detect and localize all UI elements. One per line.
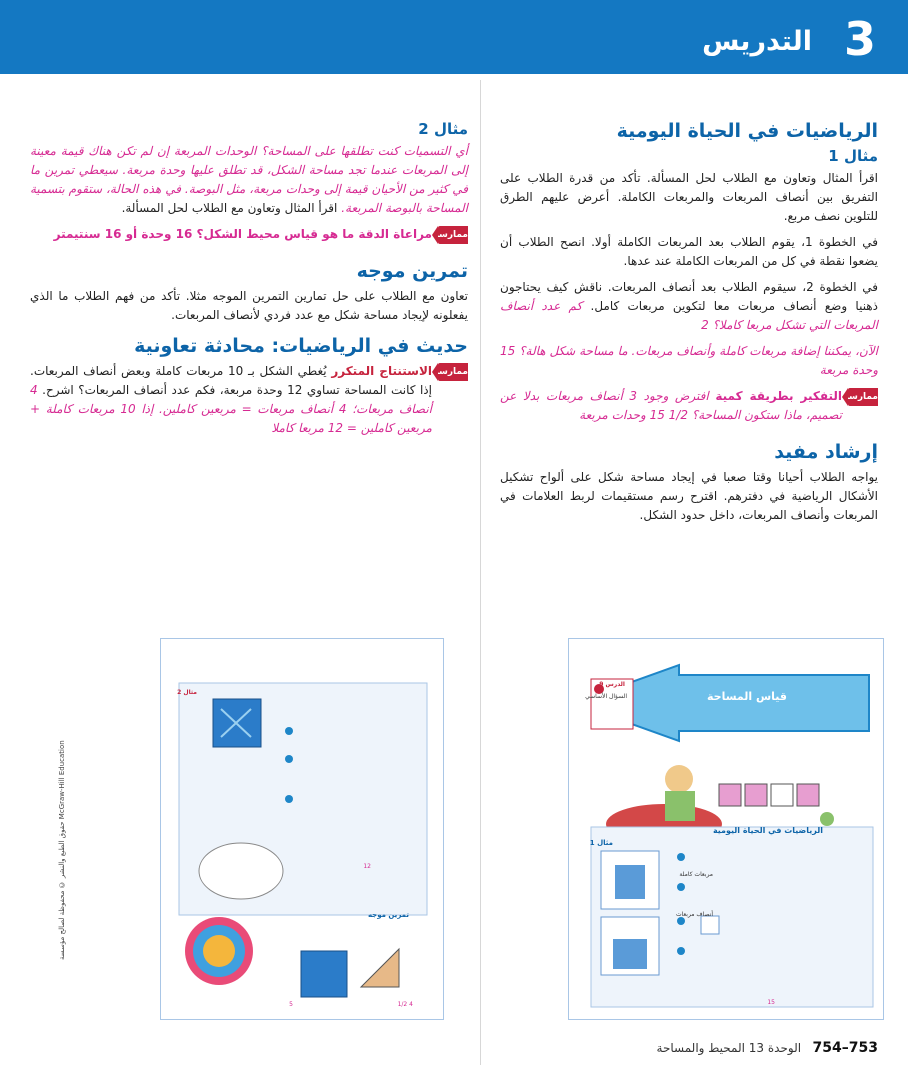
thumb-guided: تمرين موجه bbox=[367, 911, 409, 919]
chapter-header bbox=[0, 0, 908, 74]
paragraph: اقرأ المثال وتعاون مع الطلاب لحل المسألة. تأكد من قدرة الطلاب على التفريق بين أنصاف المربعات والمربعات الكاملة. أعرض عليهم الطرق للتلوين نصف مربع. bbox=[500, 171, 878, 223]
column-divider bbox=[480, 80, 481, 1065]
question-text: أي التسميات كنت تطلقها على المساحة؟ الوحدات المربعة إن لم تكن هناك قيمة معينة إلى المربعات عندما تجد مساحة الشكل، قد تطلق عليها وحدة مربعة. سيعطي تمرين ما في كثير من الأحيان قيمة إلى وحدات مربعة، مثل البوصة. في هذه الحالة، ستقوم بتسمية المساحة بالبوصة المربعة. bbox=[30, 144, 468, 215]
question-text: الآن، يمكننا إضافة مربعات كاملة وأنصاف مربعات. ما مساحة شكل هالة؟ 15 وحدة مربعة bbox=[500, 344, 878, 377]
answer-text: 4 أنصاف مربعات؛ 4 أنصاف مربعات = مربعين كاملين. إذا 10 مربعات كاملة + مربعين كاملين = 12 مربعا كاملا bbox=[30, 383, 432, 435]
thumb-example: مثال 1 bbox=[589, 839, 613, 847]
section-title-guided: تمرين موجه bbox=[356, 260, 468, 282]
question-text: كم عدد أنصاف المربعات التي تشكل مربعا كاملا؟ 2 bbox=[500, 299, 878, 332]
essential-question: السؤال الأساسي bbox=[585, 693, 627, 700]
student-page-thumbnail-left bbox=[160, 638, 444, 1020]
student-page-thumbnail-right bbox=[568, 638, 884, 1020]
practice-label: الاستنتاج المتكرر bbox=[331, 364, 432, 378]
left-column bbox=[30, 120, 468, 445]
practice-note bbox=[30, 362, 468, 438]
thumb-section-title: الرياضيات في الحياة اليومية bbox=[712, 826, 823, 835]
practice-text: مراعاة الدقة ما هو قياس محيط الشكل؟ 16 وحدة أو 16 سنتيمتر bbox=[53, 227, 432, 241]
lesson-title: قياس المساحة bbox=[706, 690, 787, 703]
thumb-answer: 15 bbox=[767, 999, 775, 1006]
practice-note bbox=[500, 387, 878, 425]
thumb-answer: 12 bbox=[363, 863, 371, 870]
practice-text: يُغطي الشكل بـ 10 مربعات كاملة وبعض أنصاف المربعات. إذا كانت المساحة تساوي 12 وحدة مربعة، فكم عدد أنصاف المربعات؟ اشرح. bbox=[30, 364, 432, 397]
right-column bbox=[500, 120, 878, 532]
example1-title: مثال 1 bbox=[828, 147, 878, 165]
practice-text: افترض وجود 3 أنصاف مربعات بدلا عن تصميم، ماذا ستكون المساحة؟ 1/2 15 وحدات مربعة bbox=[500, 389, 842, 422]
practice-tag: ممارسة bbox=[438, 363, 468, 381]
section-title-math-talk: حديث في الرياضيات: محادثة تعاونية bbox=[134, 335, 468, 357]
example2-title: مثال 2 bbox=[418, 120, 468, 138]
unit-label: الوحدة 13 المحيط والمساحة bbox=[656, 1041, 802, 1055]
thumb-row-label: مربعات كاملة bbox=[679, 871, 713, 878]
section-title-math-life: الرياضيات في الحياة اليومية bbox=[616, 120, 878, 142]
paragraph: يواجه الطلاب أحيانا وقتا صعبا في إيجاد مساحة شكل على ألواح تشكيل الأشكال الرياضية في دفترهم. اقترح رسم مستقيمات لربط العلامات في المربعات وأنصاف المربعات، داخل حدود الشكل. bbox=[500, 470, 878, 522]
paragraph: في الخطوة 1، يقوم الطلاب بعد المربعات الكاملة أولا. انصح الطلاب أن يضعوا نقطة في كل من المربعات الكاملة عند عدها. bbox=[500, 235, 878, 268]
thumb-row-label: أنصاف مربعات bbox=[675, 911, 713, 918]
chapter-title: التدريس bbox=[702, 26, 812, 57]
thumbnail-drawing bbox=[161, 639, 445, 1021]
practice-note bbox=[30, 225, 468, 244]
lesson-number: الدرس 9 bbox=[599, 681, 625, 688]
thumb-answer: 5 bbox=[289, 1001, 293, 1008]
practice-label: التفكير بطريقة كمية bbox=[715, 389, 842, 403]
paragraph-text: اقرأ المثال وتعاون مع الطلاب لحل المسألة. bbox=[121, 201, 338, 215]
paragraph bbox=[30, 142, 468, 218]
page-numbers: 753–754 bbox=[812, 1040, 878, 1056]
paragraph-text: في الخطوة 2، سيقوم الطلاب بعد أنصاف المربعات. ناقش كيف يحتاجون ذهنيا وضع أنصاف مربعات معا لتكوين مربعات كامل. bbox=[500, 280, 878, 313]
paragraph: تعاون مع الطلاب على حل تمارين التمرين الموجه مثلا. تأكد من فهم الطلاب ما الذي يفعلونه لإيجاد مساحة شكل مع عدد فردي لأنصاف المربعات. bbox=[30, 289, 468, 322]
copyright-credit: حقوق الطبع والنشر © محفوظة لصالح مؤسسة McGraw-Hill Education bbox=[58, 740, 66, 960]
thumb-example: مثال 2 bbox=[177, 689, 197, 696]
paragraph bbox=[500, 278, 878, 335]
chapter-number: 3 bbox=[843, 12, 876, 66]
section-title-tip: إرشاد مفيد bbox=[774, 441, 878, 463]
thumb-answer: 4 1/2 bbox=[397, 1001, 413, 1008]
practice-tag: ممارسة bbox=[848, 388, 878, 406]
page-footer bbox=[657, 1040, 878, 1056]
practice-tag: ممارسة bbox=[438, 226, 468, 244]
